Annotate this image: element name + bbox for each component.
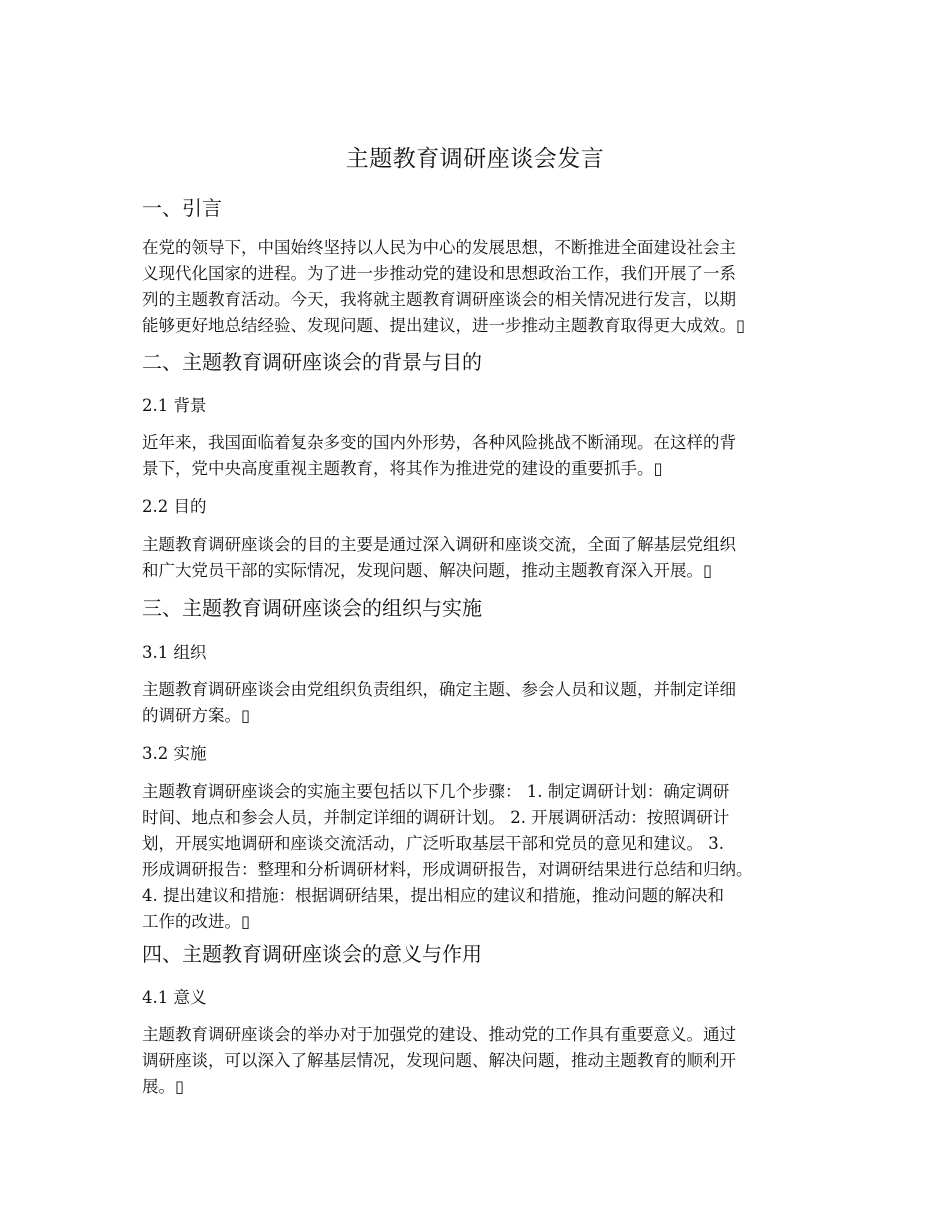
paragraph-line: 4. 提出建议和措施：根据调研结果，提出相应的建议和措施，推动问题的解决和 [142,886,724,905]
paragraph-line: 主题教育调研座谈会的实施主要包括以下几个步骤： 1. 制定调研计划：确定调研 [142,782,730,801]
paragraph-line: 主题教育调研座谈会的举办对于加强党的建设、推动党的工作具有重要意义。通过 [142,1025,736,1044]
paragraph-purpose [142,532,817,584]
paragraph-significance [142,1022,817,1100]
paragraph-line: 列的主题教育活动。今天，我将就主题教育调研座谈会的相关情况进行发言，以期 [142,290,736,309]
paragraph-line: 主题教育调研座谈会由党组织负责组织，确定主题、参会人员和议题，并制定详细 [142,680,736,699]
paragraph-line: 工作的改进。▯ [142,912,251,931]
paragraph-line: 近年来，我国面临着复杂多变的国内外形势，各种风险挑战不断涌现。在这样的背 [142,433,736,452]
subsection-heading-implementation: 3.2 实施 [142,744,207,763]
paragraph-organization [142,677,817,729]
paragraph-line: 的调研方案。▯ [142,706,251,725]
paragraph-line: 和广大党员干部的实际情况，发现问题、解决问题，推动主题教育深入开展。▯ [142,561,713,580]
paragraph-line: 能够更好地总结经验、发现问题、提出建议，进一步推动主题教育取得更大成效。▯ [142,316,746,335]
paragraph-line: 义现代化国家的进程。为了进一步推动党的建设和思想政治工作，我们开展了一系 [142,264,736,283]
section-heading-significance-role: 四、主题教育调研座谈会的意义与作用 [142,942,482,966]
section-heading-introduction: 一、引言 [142,196,222,220]
paragraph-introduction [142,235,817,339]
document-title: 主题教育调研座谈会发言 [345,146,605,172]
paragraph-line: 展。▯ [142,1077,185,1096]
paragraph-line: 时间、地点和参会人员，并制定详细的调研计划。 2. 开展调研活动：按照调研计 [142,808,730,827]
subsection-heading-significance: 4.1 意义 [142,988,207,1007]
paragraph-line: 划，开展实地调研和座谈交流活动，广泛听取基层干部和党员的意见和建议。 3. [142,834,724,853]
subsection-heading-organization: 3.1 组织 [142,643,207,662]
paragraph-line: 主题教育调研座谈会的目的主要是通过深入调研和座谈交流，全面了解基层党组织 [142,535,736,554]
subsection-heading-background: 2.1 背景 [142,396,207,415]
section-heading-background-purpose: 二、主题教育调研座谈会的背景与目的 [142,350,482,374]
paragraph-line: 在党的领导下，中国始终坚持以人民为中心的发展思想，不断推进全面建设社会主 [142,238,736,257]
section-heading-organization-implementation: 三、主题教育调研座谈会的组织与实施 [142,596,482,620]
subsection-heading-purpose: 2.2 目的 [142,497,207,516]
paragraph-implementation [142,779,817,935]
paragraph-background [142,430,817,482]
paragraph-line: 景下，党中央高度重视主题教育，将其作为推进党的建设的重要抓手。▯ [142,459,663,478]
paragraph-line: 形成调研报告：整理和分析调研材料，形成调研报告，对调研结果进行总结和归纳。 [142,860,753,879]
paragraph-line: 调研座谈，可以深入了解基层情况，发现问题、解决问题，推动主题教育的顺利开 [142,1051,736,1070]
